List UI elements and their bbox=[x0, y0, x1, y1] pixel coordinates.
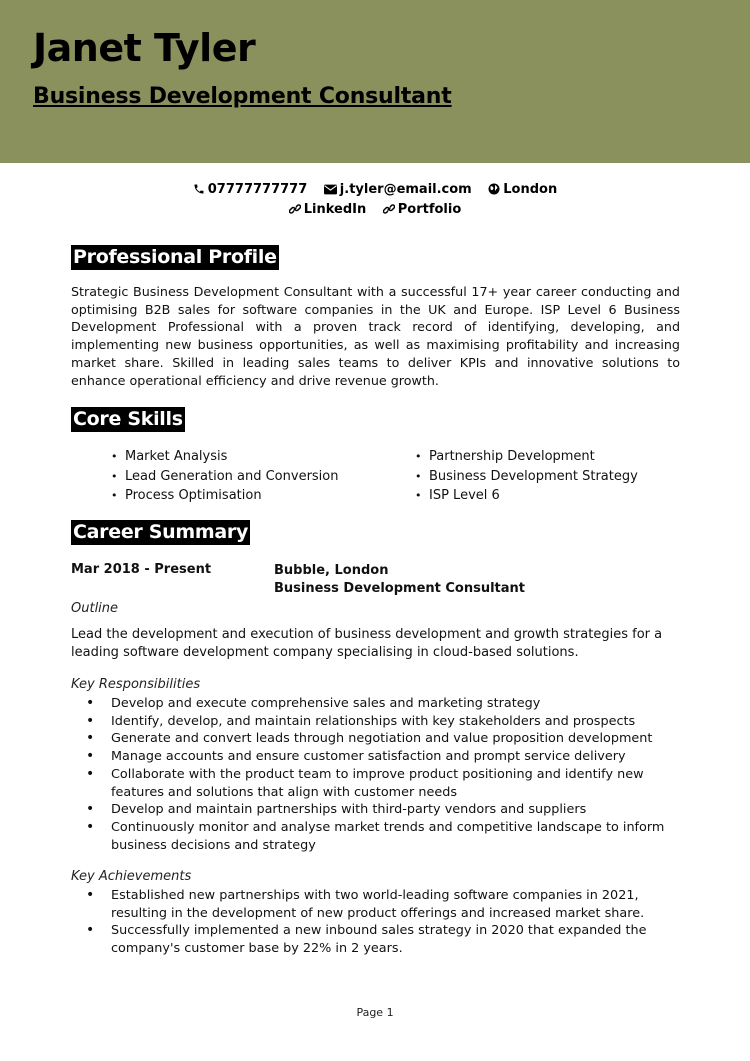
role-date: Mar 2018 - Present bbox=[71, 562, 212, 577]
responsibility-item: • Manage accounts and ensure customer satisfaction and prompt service delivery bbox=[86, 748, 666, 766]
career-heading: Career Summary bbox=[73, 521, 249, 543]
skills-list-left bbox=[111, 447, 339, 506]
responsibility-item: • Collaborate with the product team to improve product positioning and identify new features and solutions that align with customer needs bbox=[86, 766, 666, 801]
skill-item: • Partnership Development bbox=[415, 447, 638, 467]
responsibilities-label: Key Responsibilities bbox=[71, 677, 201, 692]
responsibilities-list bbox=[86, 695, 666, 854]
achievement-item: • Established new partnerships with two world-leading software companies in 2021, resulting in the development of new product offerings and increased market share. bbox=[86, 887, 666, 922]
role-company: Bubble, London bbox=[274, 563, 389, 578]
skill-item: • Lead Generation and Conversion bbox=[111, 467, 339, 487]
responsibility-item: • Generate and convert leads through negotiation and value proposition development bbox=[86, 730, 666, 748]
contact-portfolio-text: Portfolio bbox=[397, 202, 462, 217]
responsibility-item: • Develop and execute comprehensive sales and marketing strategy bbox=[86, 695, 666, 713]
profile-text: Strategic Business Development Consultant with a successful 17+ year career conducting and optimising B2B sales for software companies in the UK and Europe. ISP Level 6 Business Development Professional with a proven track record of identifying, developing, and implementing new business opportunities, as well as maximising profitability and increasing market share. Skilled in leading sales teams to deliver KPIs and innovative solutions to enhance operational efficiency and drive revenue growth. bbox=[71, 284, 680, 388]
candidate-name: Janet Tyler bbox=[33, 26, 256, 70]
skill-item: • ISP Level 6 bbox=[415, 486, 638, 506]
achievements-list bbox=[86, 887, 666, 958]
contact-phone[interactable] bbox=[193, 182, 312, 197]
responsibility-item: • Identify, develop, and maintain relationships with key stakeholders and prospects bbox=[86, 713, 666, 731]
phone-icon bbox=[193, 183, 205, 195]
outline-text: Lead the development and execution of business development and growth strategies for a leading software development company specialising in cloud-based solutions. bbox=[71, 627, 663, 660]
role-title: Business Development Consultant bbox=[274, 581, 526, 596]
contact-linkedin-text: LinkedIn bbox=[303, 202, 367, 217]
contact-email-text: j.tyler@email.com bbox=[339, 182, 472, 197]
envelope-icon bbox=[324, 184, 337, 195]
contact-row-1 bbox=[0, 182, 750, 197]
candidate-title: Business Development Consultant bbox=[33, 84, 452, 109]
contact-linkedin[interactable] bbox=[289, 202, 371, 217]
achievement-item: • Successfully implemented a new inbound sales strategy in 2020 that expanded the company's customer base by 22% in 2 years. bbox=[86, 922, 666, 957]
skill-item: • Market Analysis bbox=[111, 447, 339, 467]
contact-portfolio[interactable] bbox=[383, 202, 462, 217]
contact-phone-text: 07777777777 bbox=[207, 182, 308, 197]
achievements-label: Key Achievements bbox=[71, 869, 192, 884]
skills-list-right bbox=[415, 447, 638, 506]
contact-row-2 bbox=[0, 202, 750, 217]
contact-location bbox=[488, 182, 557, 197]
contact-location-text: London bbox=[503, 182, 558, 197]
header-banner bbox=[0, 0, 750, 163]
contact-email[interactable] bbox=[324, 182, 476, 197]
responsibility-item: • Develop and maintain partnerships with third-party vendors and suppliers bbox=[86, 801, 666, 819]
outline-label: Outline bbox=[71, 601, 119, 616]
skills-heading: Core Skills bbox=[73, 408, 183, 430]
profile-heading: Professional Profile bbox=[73, 246, 277, 268]
page-number: Page 1 bbox=[356, 1006, 394, 1019]
skill-item: • Business Development Strategy bbox=[415, 467, 638, 487]
link-icon bbox=[383, 203, 395, 215]
link-icon bbox=[289, 203, 301, 215]
skill-item: • Process Optimisation bbox=[111, 486, 339, 506]
responsibility-item: • Continuously monitor and analyse market trends and competitive landscape to inform business decisions and strategy bbox=[86, 819, 666, 854]
role-employer bbox=[274, 562, 525, 598]
globe-icon bbox=[488, 183, 500, 195]
